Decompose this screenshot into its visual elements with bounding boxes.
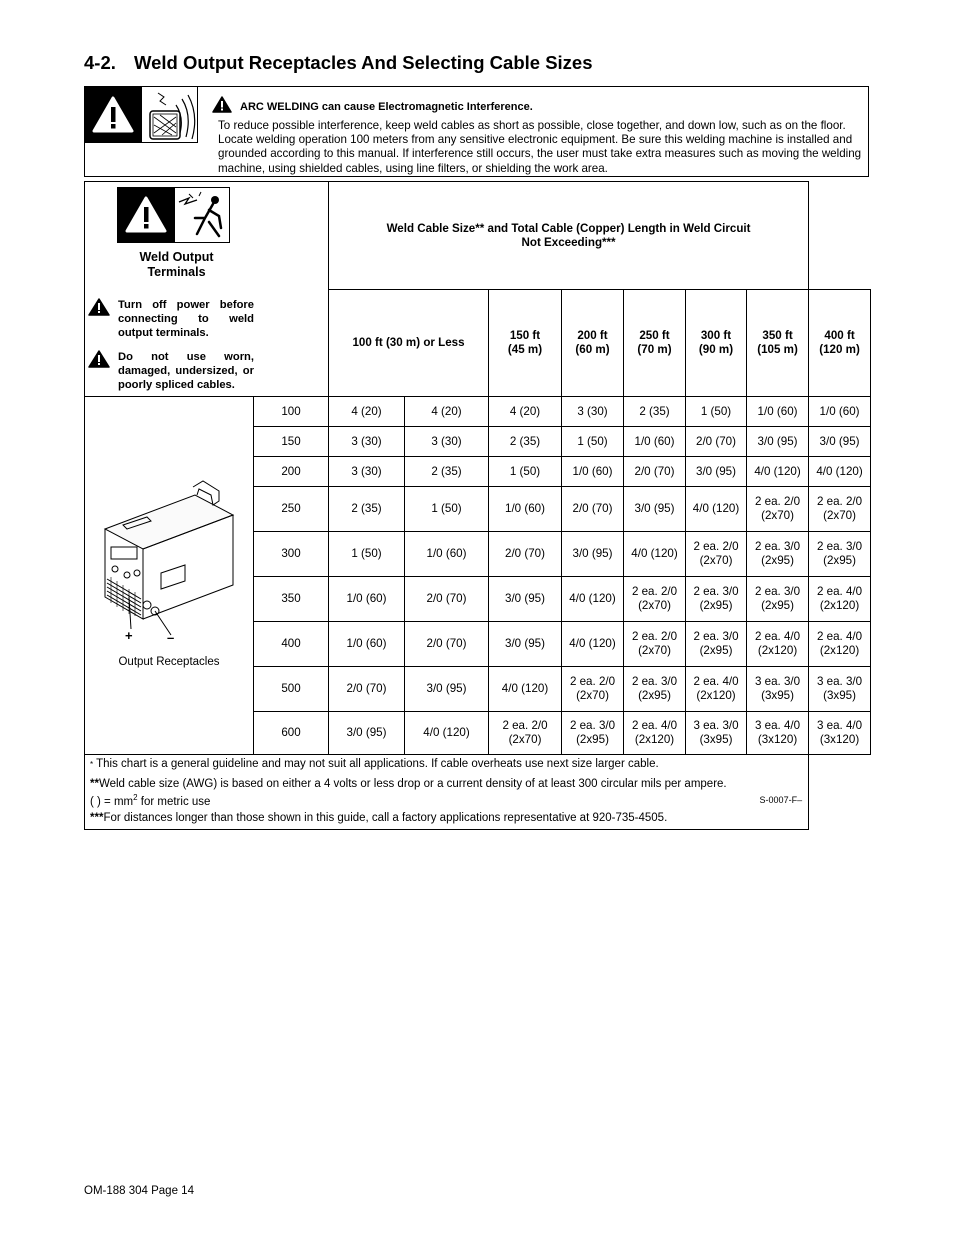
cable-size-value: 3/0 (95) <box>696 464 736 478</box>
cable-size-cell <box>809 487 871 532</box>
cable-size-value: 1/0 (60) <box>572 464 613 478</box>
cable-size-value: 2 ea. 3/0 <box>754 540 801 553</box>
cable-size-value: 2 ea. 4/0 <box>816 630 863 643</box>
cable-size-value: 1/0 (60) <box>346 592 387 605</box>
cable-size-metric: (2x70) <box>508 733 542 746</box>
cable-size-value: 3 (30) <box>577 404 608 418</box>
emi-waves-icon <box>142 87 198 143</box>
amperage-cell: 400 <box>254 622 329 667</box>
cable-size-metric: (3x95) <box>823 689 856 702</box>
cable-size-value: 3 ea. 4/0 <box>816 719 863 732</box>
cable-size-value: 1/0 (60) <box>426 547 467 560</box>
cable-size-value: 3/0 (95) <box>634 502 675 515</box>
cable-size-value: 3 (30) <box>351 434 382 448</box>
cable-size-value: 3 ea. 4/0 <box>754 719 801 732</box>
cable-size-cell <box>405 427 489 457</box>
col-header-text: 400 ft <box>824 329 855 342</box>
cable-size-metric: (2x95) <box>823 554 856 567</box>
cable-size-cell <box>489 577 562 622</box>
cable-size-value: 4/0 (120) <box>569 592 616 605</box>
table-main-header <box>329 182 809 290</box>
cable-size-metric: (2x70) <box>761 509 794 522</box>
cable-size-metric: (2x95) <box>576 733 609 746</box>
col-header-250ft <box>624 290 686 397</box>
cable-size-cell <box>686 427 747 457</box>
cable-size-value: 1 (50) <box>431 502 462 515</box>
cable-size-metric: (2x70) <box>576 689 609 702</box>
emi-heading-text: ARC WELDING can cause Electromagnetic Interference. <box>240 101 533 113</box>
warning-triangle-icon <box>88 298 110 316</box>
cable-size-metric: (2x95) <box>761 554 794 567</box>
cable-size-cell <box>747 487 809 532</box>
cable-size-cell <box>747 457 809 487</box>
cable-size-value: 3/0 (95) <box>505 592 545 605</box>
weld-output-terminals-panel <box>85 182 329 397</box>
cable-size-cell <box>809 577 871 622</box>
cable-size-cell <box>405 712 489 755</box>
cable-size-cell <box>405 532 489 577</box>
amperage-cell: 500 <box>254 667 329 712</box>
cable-size-cell <box>489 427 562 457</box>
cable-size-metric: (2x70) <box>638 644 671 657</box>
col-header-400ft <box>809 290 871 397</box>
cable-size-cell <box>329 532 405 577</box>
main-header-line2: Not Exceeding*** <box>521 235 616 249</box>
warning-triangle-icon <box>212 96 232 113</box>
cable-size-cell <box>747 577 809 622</box>
safety-alert-icon <box>118 188 175 242</box>
cable-size-cell <box>562 457 624 487</box>
cable-size-cell <box>809 712 871 755</box>
col-header-100ft <box>329 290 489 397</box>
cable-size-value: 2 (35) <box>509 434 541 448</box>
cable-size-value: 2 ea. 4/0 <box>754 630 801 643</box>
cable-size-value: 1 (50) <box>509 464 541 478</box>
cable-size-value: 2 ea. 2/0 <box>693 540 739 553</box>
cable-size-metric: (2x95) <box>761 599 794 612</box>
cable-size-cell <box>405 577 489 622</box>
section-title <box>84 52 593 74</box>
cable-size-value: 4/0 (120) <box>692 502 740 515</box>
amperage-cell: 350 <box>254 577 329 622</box>
cable-size-table <box>84 181 871 830</box>
cable-size-cell <box>562 397 624 427</box>
cable-size-cell <box>562 577 624 622</box>
cable-size-value: 3/0 (95) <box>426 682 467 695</box>
note-guideline <box>90 757 659 772</box>
cable-size-metric: (2x120) <box>757 644 798 657</box>
cable-size-value: 2 (35) <box>639 404 670 418</box>
note-mark: * <box>90 760 94 769</box>
turn-off-power-warning <box>88 298 254 340</box>
cable-size-value: 3 ea. 3/0 <box>693 719 739 732</box>
amperage-cell: 200 <box>254 457 329 487</box>
cable-size-value: 3 (30) <box>351 464 382 478</box>
cable-size-value: 4/0 (120) <box>816 464 863 478</box>
cable-size-cell <box>809 532 871 577</box>
cable-size-value: 3 ea. 3/0 <box>816 675 863 688</box>
cable-size-cell <box>329 457 405 487</box>
cable-size-value: 4 (20) <box>509 404 541 418</box>
cable-size-cell <box>686 397 747 427</box>
amperage-cell: 600 <box>254 712 329 755</box>
cable-size-value: 1 (50) <box>577 434 608 448</box>
cable-size-cell <box>489 487 562 532</box>
col-header-350ft <box>747 290 809 397</box>
table-row <box>85 397 871 427</box>
cable-size-cell <box>489 532 562 577</box>
cable-size-cell <box>747 622 809 667</box>
col-header-metric: (90 m) <box>698 343 734 356</box>
cable-size-metric: (2x70) <box>699 554 733 567</box>
cable-size-cell <box>686 667 747 712</box>
cable-size-value: 1 (50) <box>351 547 382 560</box>
note-metric-sup: 2 <box>133 793 138 802</box>
cable-size-cell <box>405 667 489 712</box>
cable-size-cell <box>624 457 686 487</box>
cable-size-value: 2/0 (70) <box>426 637 467 650</box>
output-receptacles-caption: Output Receptacles <box>118 656 220 668</box>
cable-size-metric: (3x95) <box>699 733 733 746</box>
col-header-metric: (60 m) <box>575 343 610 356</box>
cable-size-value: 4 (20) <box>431 404 462 418</box>
cable-size-cell <box>489 622 562 667</box>
cable-size-cell <box>686 532 747 577</box>
cable-size-cell <box>405 457 489 487</box>
cable-size-cell <box>809 457 871 487</box>
cable-size-value: 4/0 (120) <box>754 464 801 478</box>
cable-data-rows <box>85 397 871 755</box>
cable-size-cell <box>747 712 809 755</box>
emi-hazard-picture <box>85 87 198 143</box>
col-header-text: 300 ft <box>700 329 732 342</box>
cable-size-cell <box>809 427 871 457</box>
cable-size-value: 3/0 (95) <box>757 434 798 448</box>
cable-size-cell <box>489 667 562 712</box>
cable-size-cell <box>562 712 624 755</box>
cable-size-metric: (3x120) <box>757 733 798 746</box>
amperage-cell: 100 <box>254 397 329 427</box>
col-header-text: 150 ft <box>509 329 541 342</box>
section-title-text: Weld Output Receptacles And Selecting Cable Sizes <box>134 52 593 73</box>
col-header-text: 350 ft <box>762 329 793 342</box>
col-header-text: 200 ft <box>577 329 608 342</box>
cable-size-cell <box>809 667 871 712</box>
cable-size-metric: (2x70) <box>823 509 856 522</box>
cable-size-cell <box>624 427 686 457</box>
amperage-cell: 250 <box>254 487 329 532</box>
cable-size-value: 4/0 (120) <box>569 637 616 650</box>
cable-size-cell <box>489 712 562 755</box>
cable-size-value: 1/0 (60) <box>505 502 545 515</box>
page-footer: OM-188 304 Page 14 <box>84 1185 194 1197</box>
cable-size-value: 2/0 (70) <box>346 682 387 695</box>
emi-body: To reduce possible interference, keep weld cables as short as possible, close together, and down low, such as on the floor. Locate welding operation 100 meters from any sensitive electronic equipment. Be sure this welding machine is installed and grounded according to this manual. If interference still occurs, the user must take extra measures such as moving the welding machine, using shielded cables, using line filters, or shielding the work area. <box>218 119 862 175</box>
section-number: 4-2. <box>84 52 116 73</box>
note-distances <box>90 811 667 825</box>
cable-condition-text: Do not use worn, damaged, undersized, or poorly spliced cables. <box>118 351 254 391</box>
cable-size-cell <box>489 397 562 427</box>
weld-output-label-line1: Weld Output <box>139 250 214 264</box>
cable-size-metric: (2x70) <box>638 599 671 612</box>
welding-machine-illustration <box>85 397 254 755</box>
cable-size-cell <box>329 622 405 667</box>
cable-size-cell <box>624 577 686 622</box>
cable-size-cell <box>686 457 747 487</box>
cable-size-value: 2/0 (70) <box>505 547 545 560</box>
welding-machine-drawing <box>85 397 253 657</box>
cable-size-value: 2 ea. 4/0 <box>631 719 678 732</box>
weld-output-label-line2: Terminals <box>147 265 206 279</box>
cable-size-cell <box>562 667 624 712</box>
positive-terminal-label: + <box>125 628 133 643</box>
cable-size-value: 2 (35) <box>431 464 462 478</box>
safety-alert-icon <box>85 87 142 143</box>
cable-size-value: 3 (30) <box>431 434 462 448</box>
cable-size-value: 2 ea. 3/0 <box>816 540 863 553</box>
cable-size-value: 2 ea. 3/0 <box>631 675 678 688</box>
main-header-line1: Weld Cable Size** and Total Cable (Copper) Length in Weld Circuit <box>386 221 751 235</box>
cable-size-cell <box>329 427 405 457</box>
note-mark: *** <box>90 812 104 824</box>
cable-size-cell <box>562 532 624 577</box>
col-header-metric: (105 m) <box>757 343 798 356</box>
cable-size-value: 3/0 (95) <box>346 726 387 739</box>
cable-size-metric: (2x95) <box>638 689 671 702</box>
cable-size-cell <box>329 487 405 532</box>
cable-size-value: 4 (20) <box>351 404 382 418</box>
cable-size-metric: (3x120) <box>819 733 860 746</box>
cable-size-value: 1/0 (60) <box>819 404 860 418</box>
cable-size-cell <box>747 532 809 577</box>
cable-size-cell <box>747 427 809 457</box>
shock-hazard-picture <box>117 187 230 243</box>
cable-size-cell <box>329 577 405 622</box>
cable-size-cell <box>562 622 624 667</box>
cable-size-value: 2 ea. 3/0 <box>693 630 739 643</box>
cable-size-metric: (2x95) <box>699 644 733 657</box>
col-header-text: 100 ft (30 m) or Less <box>352 336 465 349</box>
col-header-200ft <box>562 290 624 397</box>
cable-size-value: 2 ea. 4/0 <box>816 585 863 598</box>
note-text: For distances longer than those shown in this guide, call a factory applications representative at 920-735-4505. <box>103 812 668 824</box>
cable-size-cell <box>809 397 871 427</box>
col-header-text: 250 ft <box>639 329 670 342</box>
cable-size-value: 1/0 (60) <box>757 404 798 418</box>
cable-size-value: 2 ea. 2/0 <box>502 719 548 732</box>
negative-terminal-label: – <box>167 630 175 645</box>
amperage-cell: 300 <box>254 532 329 577</box>
note-metric-post: for metric use <box>137 795 211 808</box>
cable-size-value: 3/0 (95) <box>819 434 860 448</box>
cable-size-value: 2/0 (70) <box>634 464 675 478</box>
col-header-metric: (45 m) <box>507 343 543 356</box>
cable-size-cell <box>562 487 624 532</box>
cable-size-cell <box>624 667 686 712</box>
cable-size-value: 2/0 (70) <box>426 592 467 605</box>
cable-size-value: 1/0 (60) <box>346 637 387 650</box>
note-metric-pre: ( ) = mm <box>90 795 134 808</box>
cable-size-cell <box>809 622 871 667</box>
amperage-cell: 150 <box>254 427 329 457</box>
cable-size-value: 4/0 (120) <box>423 726 470 739</box>
cable-size-cell <box>747 397 809 427</box>
warning-triangle-icon <box>88 350 110 368</box>
note-mark: ** <box>90 778 99 790</box>
cable-size-cell <box>624 397 686 427</box>
cable-size-cell <box>329 667 405 712</box>
emi-warning-box <box>84 86 869 177</box>
cable-size-value: 2 ea. 3/0 <box>569 719 616 732</box>
cable-size-cell <box>489 457 562 487</box>
cable-size-value: 2 ea. 2/0 <box>631 585 678 598</box>
cable-size-value: 2 (35) <box>351 502 382 515</box>
cable-size-value: 4/0 (120) <box>501 682 549 695</box>
cable-size-metric: (3x95) <box>761 689 794 702</box>
figure-reference: S-0007-F– <box>759 795 803 805</box>
cable-size-cell <box>686 577 747 622</box>
cable-size-value: 2/0 (70) <box>572 502 613 515</box>
cable-size-value: 3/0 (95) <box>505 637 545 650</box>
cable-size-value: 2 ea. 2/0 <box>631 630 678 643</box>
note-text: This chart is a general guideline and may not suit all applications. If cable overheats use next size larger cable. <box>96 758 659 770</box>
col-header-metric: (120 m) <box>819 343 860 356</box>
cable-size-value: 2 ea. 2/0 <box>569 675 616 688</box>
col-header-300ft <box>686 290 747 397</box>
weld-output-terminals-label <box>85 250 268 280</box>
electric-shock-icon <box>175 188 230 242</box>
cable-size-value: 1/0 (60) <box>634 434 675 448</box>
cable-size-cell <box>624 622 686 667</box>
cable-size-value: 2 ea. 4/0 <box>693 675 739 688</box>
cable-size-value: 2 ea. 3/0 <box>693 585 739 598</box>
cable-size-cell <box>686 487 747 532</box>
cable-size-cell <box>686 712 747 755</box>
cable-condition-warning <box>88 350 254 392</box>
cable-size-value: 2 ea. 2/0 <box>816 495 863 508</box>
cable-size-metric: (2x120) <box>819 599 860 612</box>
cable-size-metric: (2x120) <box>696 689 736 702</box>
cable-size-cell <box>562 427 624 457</box>
cable-size-metric: (2x120) <box>634 733 675 746</box>
cable-size-cell <box>405 487 489 532</box>
cable-size-cell <box>624 712 686 755</box>
cable-size-cell <box>405 622 489 667</box>
cable-size-cell <box>686 622 747 667</box>
cable-size-metric: (2x95) <box>699 599 733 612</box>
cable-size-value: 1 (50) <box>700 404 732 418</box>
note-awg <box>90 778 727 809</box>
col-header-150ft <box>489 290 562 397</box>
cable-size-value: 2 ea. 3/0 <box>754 585 801 598</box>
table-notes <box>85 755 809 830</box>
cable-size-value: 3/0 (95) <box>572 547 613 560</box>
cable-size-value: 4/0 (120) <box>631 547 678 560</box>
emi-heading <box>212 96 533 113</box>
cable-size-cell <box>329 712 405 755</box>
note-text: Weld cable size (AWG) is based on either a 4 volts or less drop or a current density of at least 300 circular mils per ampere. <box>98 778 727 790</box>
cable-size-value: 2 ea. 2/0 <box>754 495 801 508</box>
turn-off-power-text: Turn off power before connecting to weld output terminals. <box>118 299 254 339</box>
cable-size-cell <box>329 397 405 427</box>
cable-size-cell <box>624 487 686 532</box>
cable-size-value: 3 ea. 3/0 <box>754 675 801 688</box>
cable-size-cell <box>624 532 686 577</box>
cable-size-cell <box>405 397 489 427</box>
cable-size-cell <box>747 667 809 712</box>
cable-size-value: 2/0 (70) <box>696 434 736 448</box>
cable-size-metric: (2x120) <box>819 644 860 657</box>
col-header-metric: (70 m) <box>637 343 672 356</box>
